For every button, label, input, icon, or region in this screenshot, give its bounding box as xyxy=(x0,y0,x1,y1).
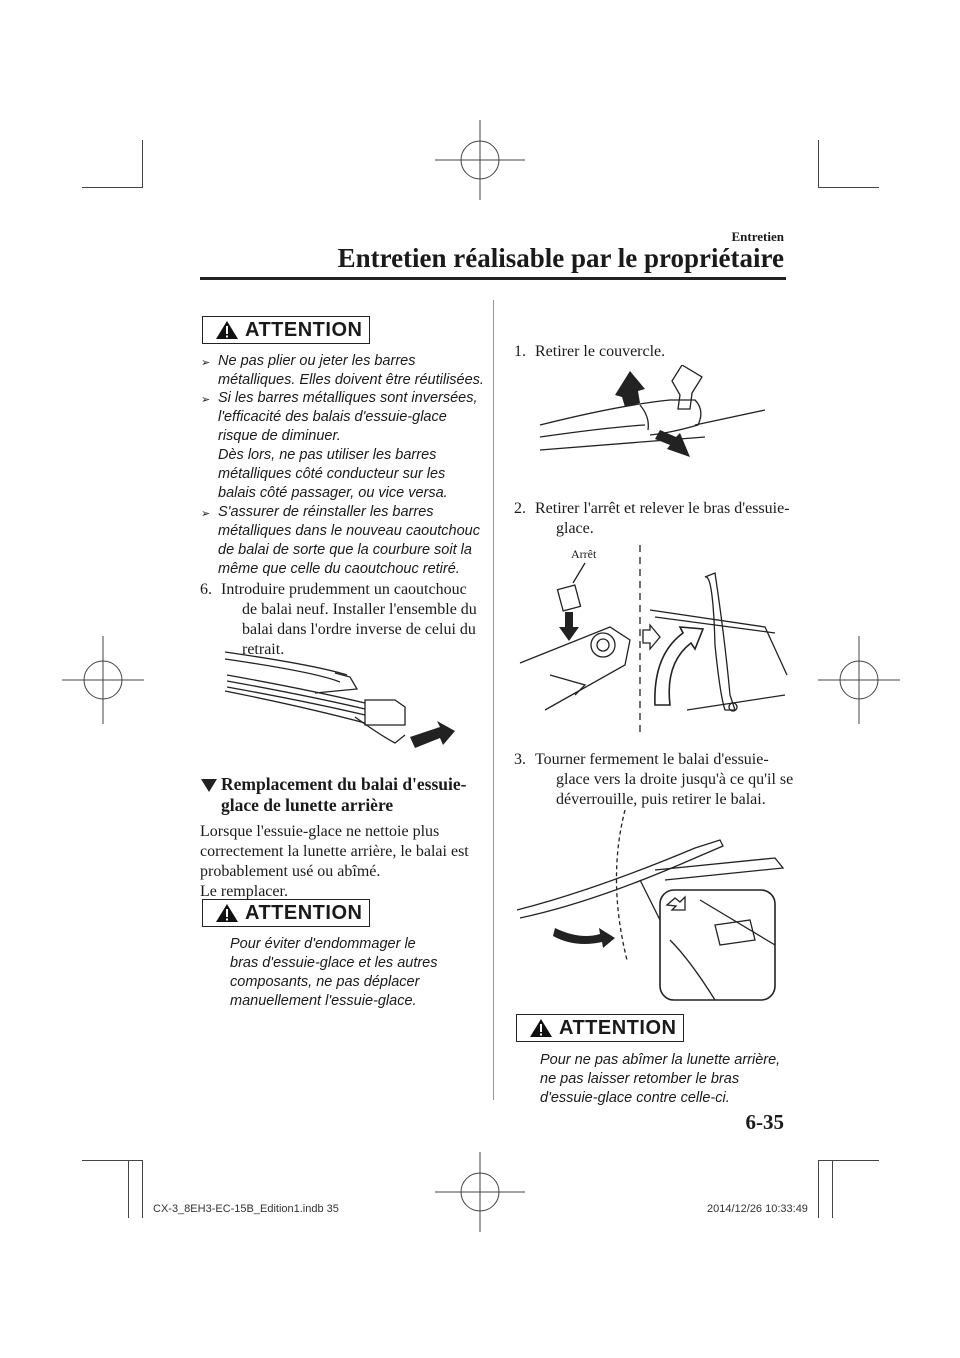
attention-box xyxy=(202,316,370,344)
attention-label: ATTENTION xyxy=(245,319,363,341)
step-3-text: Tourner fermement le balai d'essuie- glace vers la droite jusqu'à ce qu'il se déverrouille, puis retirer le balai. xyxy=(535,751,794,808)
step-6-number: 6. xyxy=(200,581,212,598)
page-number: 6-35 xyxy=(745,1110,784,1134)
attention-box xyxy=(202,899,370,927)
attention-label: ATTENTION xyxy=(245,902,363,924)
footer-file: CX-3_8EH3-EC-15B_Edition1.indb 35 xyxy=(153,1203,339,1215)
attention-item-2: Si les barres métalliques sont inversées, l'efficacité des balais d'essuie-glace risque de diminuer. Dès lors, ne pas utiliser les barres métalliques côté conducteur sur les balais côté passager, ou vice versa. xyxy=(218,390,478,501)
bullet-arrow-icon: ➢ xyxy=(201,393,211,406)
arret-label: Arrêt xyxy=(571,547,597,561)
remove-blade-illustration xyxy=(515,810,790,1005)
attention-text: Pour éviter d'endommager le bras d'essuie-glace et les autres composants, ne pas déplacer manuellement l'essuie-glace. xyxy=(230,936,438,1009)
bullet-arrow-icon: ➢ xyxy=(201,356,211,369)
wiper-blade-illustration xyxy=(215,645,475,765)
attention-item-3: S'assurer de réinstaller les barres métalliques dans le nouveau caoutchouc de balai de sorte que la courbure soit la même que celle du caoutchouc retiré. xyxy=(218,504,480,577)
raise-wiper-arm-illustration xyxy=(515,545,790,735)
step-1-text: Retirer le couvercle. xyxy=(535,343,666,360)
remove-cover-illustration xyxy=(520,365,770,480)
attention-label: ATTENTION xyxy=(559,1017,677,1039)
step-1-number: 1. xyxy=(514,343,526,360)
attention-item-1: Ne pas plier ou jeter les barres métalliques. Elles doivent être réutilisées. xyxy=(218,353,484,388)
page-title: Entretien réalisable par le propriétaire xyxy=(337,243,784,273)
warning-icon xyxy=(215,903,239,923)
warning-icon xyxy=(215,320,239,340)
attention-box xyxy=(516,1014,684,1042)
header-rule xyxy=(200,277,786,280)
warning-icon xyxy=(529,1018,553,1038)
step-3-number: 3. xyxy=(514,751,526,768)
section-label: Entretien xyxy=(731,229,784,244)
step-2-text: Retirer l'arrêt et relever le bras d'essuie- glace. xyxy=(535,500,790,537)
intro-paragraph: Lorsque l'essuie-glace ne nettoie plus correctement la lunette arrière, le balai est probablement usé ou abîmé. Le remplacer. xyxy=(200,823,469,900)
step-6-text: Introduire prudemment un caoutchouc de balai neuf. Installer l'ensemble du balai dans l'ordre inverse de celui du retrait. xyxy=(221,581,477,658)
step-2-number: 2. xyxy=(514,500,526,517)
footer-timestamp: 2014/12/26 10:33:49 xyxy=(707,1203,808,1215)
bullet-arrow-icon: ➢ xyxy=(201,507,211,520)
column-divider xyxy=(493,300,494,1100)
attention-text: Pour ne pas abîmer la lunette arrière, ne pas laisser retomber le bras d'essuie-glace contre celle-ci. xyxy=(540,1052,781,1106)
triangle-marker-icon xyxy=(201,779,217,793)
section-heading: Remplacement du balai d'essuie- glace de lunette arrière xyxy=(221,774,467,815)
